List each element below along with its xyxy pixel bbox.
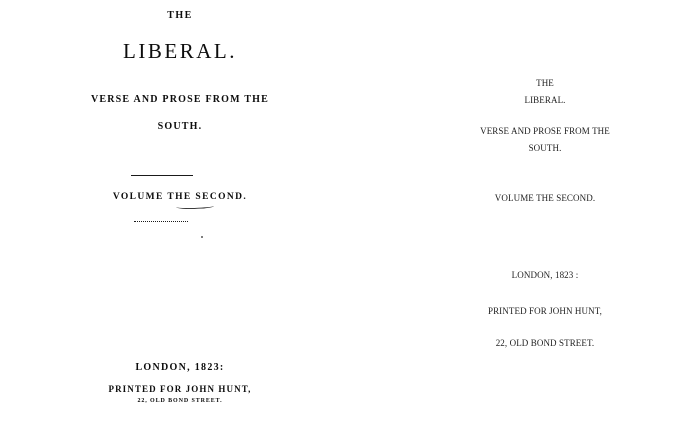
- decorative-rule-top: [131, 175, 193, 176]
- subtitle-line-2: SOUTH.: [157, 121, 203, 132]
- imprint-printer: PRINTED FOR JOHN HUNT,: [108, 384, 252, 394]
- handwritten-underline-mark: [176, 203, 214, 210]
- volume-label: VOLUME THE SECOND.: [112, 192, 248, 202]
- ink-speck: [201, 236, 203, 238]
- subtitle-line-1: VERSE AND PROSE FROM THE: [480, 126, 610, 136]
- imprint-address: 22, OLD BOND STREET.: [495, 338, 595, 348]
- subtitle-line-1: VERSE AND PROSE FROM THE: [90, 94, 270, 105]
- decorative-rule-bottom: [134, 221, 188, 222]
- book-title: LIBERAL.: [524, 95, 566, 105]
- imprint-place-date: LONDON, 1823:: [135, 362, 225, 373]
- imprint-place-date: LONDON, 1823 :: [511, 270, 579, 280]
- title-article: THE: [536, 78, 554, 88]
- imprint-printer: PRINTED FOR JOHN HUNT,: [487, 306, 603, 316]
- title-article: THE: [167, 10, 193, 21]
- subtitle-line-2: SOUTH.: [528, 143, 562, 153]
- book-title: LIBERAL.: [123, 39, 237, 63]
- volume-label: VOLUME THE SECOND.: [494, 193, 596, 203]
- imprint-address: 22, OLD BOND STREET.: [137, 398, 223, 404]
- transcribed-title-page: [430, 0, 660, 427]
